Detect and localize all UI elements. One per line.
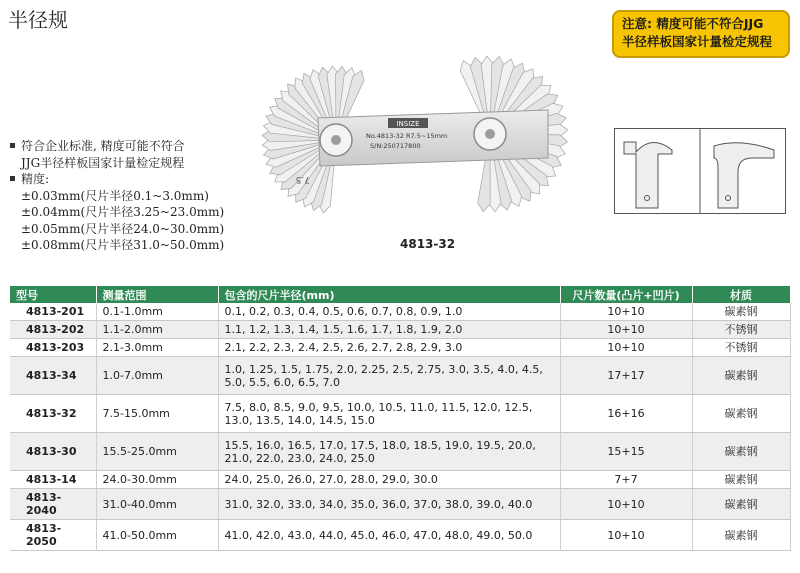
col-header-material: 材质	[692, 286, 790, 303]
range-cell: 1.1-2.0mm	[96, 321, 218, 339]
col-header-radii: 包含的尺片半径(mm)	[218, 286, 560, 303]
material-cell: 碳素钢	[692, 357, 790, 395]
material-cell: 碳素钢	[692, 395, 790, 433]
model-cell: 4813-32	[10, 395, 96, 433]
material-cell: 碳素钢	[692, 433, 790, 471]
radii-cell: 0.1, 0.2, 0.3, 0.4, 0.5, 0.6, 0.7, 0.8, 0.9, 1.0	[218, 303, 560, 321]
radius-gauge-photo	[248, 48, 602, 233]
count-cell: 10+10	[560, 303, 692, 321]
feature-line: 精度:	[10, 171, 224, 188]
range-cell: 2.1-3.0mm	[96, 339, 218, 357]
range-cell: 31.0-40.0mm	[96, 489, 218, 520]
table-row	[10, 303, 790, 321]
radii-cell: 2.1, 2.2, 2.3, 2.4, 2.5, 2.6, 2.7, 2.8, 2.9, 3.0	[218, 339, 560, 357]
table-row	[10, 395, 790, 433]
model-cell: 4813-14	[10, 471, 96, 489]
usage-diagram	[614, 128, 786, 214]
count-cell: 16+16	[560, 395, 692, 433]
accuracy-notice	[612, 10, 790, 58]
radii-cell: 15.5, 16.0, 16.5, 17.0, 17.5, 18.0, 18.5, 19.0, 19.5, 20.0, 21.0, 22.0, 23.0, 24.0, 25.0	[218, 433, 560, 471]
count-cell: 10+10	[560, 339, 692, 357]
range-cell: 15.5-25.0mm	[96, 433, 218, 471]
radii-cell: 31.0, 32.0, 33.0, 34.0, 35.0, 36.0, 37.0, 38.0, 39.0, 40.0	[218, 489, 560, 520]
model-cell: 4813-201	[10, 303, 96, 321]
col-header-count: 尺片数量(凸片+凹片)	[560, 286, 692, 303]
count-cell: 10+10	[560, 520, 692, 551]
feature-line: ±0.05mm(尺片半径24.0~30.0mm)	[21, 221, 225, 236]
count-cell: 7+7	[560, 471, 692, 489]
model-cell: 4813-202	[10, 321, 96, 339]
table-row	[10, 471, 790, 489]
material-cell: 碳素钢	[692, 489, 790, 520]
bullet-icon	[10, 143, 15, 148]
table-row	[10, 357, 790, 395]
spec-table	[10, 286, 791, 551]
radii-cell: 41.0, 42.0, 43.0, 44.0, 45.0, 46.0, 47.0, 48.0, 49.0, 50.0	[218, 520, 560, 551]
plate-serial-text: S/N:250717800	[370, 142, 421, 150]
model-cell: 4813-34	[10, 357, 96, 395]
table-row	[10, 433, 790, 471]
radii-cell: 1.1, 1.2, 1.3, 1.4, 1.5, 1.6, 1.7, 1.8, 1.9, 2.0	[218, 321, 560, 339]
col-header-range: 测量范围	[96, 286, 218, 303]
table-row	[10, 489, 790, 520]
model-cell: 4813-2040	[10, 489, 96, 520]
range-cell: 41.0-50.0mm	[96, 520, 218, 551]
page-title: 半径规	[8, 8, 68, 32]
range-cell: 0.1-1.0mm	[96, 303, 218, 321]
material-cell: 碳素钢	[692, 520, 790, 551]
blade-number: 7.5	[295, 174, 310, 184]
feature-line: ±0.08mm(尺片半径31.0~50.0mm)	[21, 238, 225, 252]
product-model-caption: 4813-32	[400, 237, 456, 251]
radii-cell: 7.5, 8.0, 8.5, 9.0, 9.5, 10.0, 10.5, 11.0, 11.5, 12.0, 12.5, 13.0, 13.5, 14.0, 14.5, 15.0	[218, 395, 560, 433]
material-cell: 不锈钢	[692, 321, 790, 339]
model-cell: 4813-2050	[10, 520, 96, 551]
col-header-model: 型号	[10, 286, 96, 303]
notice-line-1: 注意: 精度可能不符合JJG	[622, 16, 764, 31]
plate-model-text: No.4813-32 R7.5~15mm	[366, 132, 448, 140]
count-cell: 10+10	[560, 321, 692, 339]
count-cell: 15+15	[560, 433, 692, 471]
feature-line: JJG半径样板国家计量检定规程	[21, 155, 185, 170]
range-cell: 7.5-15.0mm	[96, 395, 218, 433]
material-cell: 碳素钢	[692, 471, 790, 489]
table-header-row	[10, 286, 790, 303]
feature-line: ±0.04mm(尺片半径3.25~23.0mm)	[21, 205, 225, 219]
model-cell: 4813-203	[10, 339, 96, 357]
count-cell: 17+17	[560, 357, 692, 395]
feature-list	[10, 138, 224, 254]
feature-line: ±0.03mm(尺片半径0.1~3.0mm)	[21, 188, 209, 203]
brand-text: INSIZE	[396, 120, 420, 128]
material-cell: 不锈钢	[692, 339, 790, 357]
count-cell: 10+10	[560, 489, 692, 520]
range-cell: 24.0-30.0mm	[96, 471, 218, 489]
radii-cell: 24.0, 25.0, 26.0, 27.0, 28.0, 29.0, 30.0	[218, 471, 560, 489]
range-cell: 1.0-7.0mm	[96, 357, 218, 395]
material-cell: 碳素钢	[692, 303, 790, 321]
table-row	[10, 520, 790, 551]
table-row	[10, 339, 790, 357]
table-row	[10, 321, 790, 339]
model-cell: 4813-30	[10, 433, 96, 471]
notice-line-2: 半径样板国家计量检定规程	[622, 34, 773, 49]
bullet-icon	[10, 176, 15, 181]
feature-line: 符合企业标准, 精度可能不符合	[10, 138, 224, 155]
radii-cell: 1.0, 1.25, 1.5, 1.75, 2.0, 2.25, 2.5, 2.75, 3.0, 3.5, 4.0, 4.5, 5.0, 5.5, 6.0, 6.5, 7.0	[218, 357, 560, 395]
